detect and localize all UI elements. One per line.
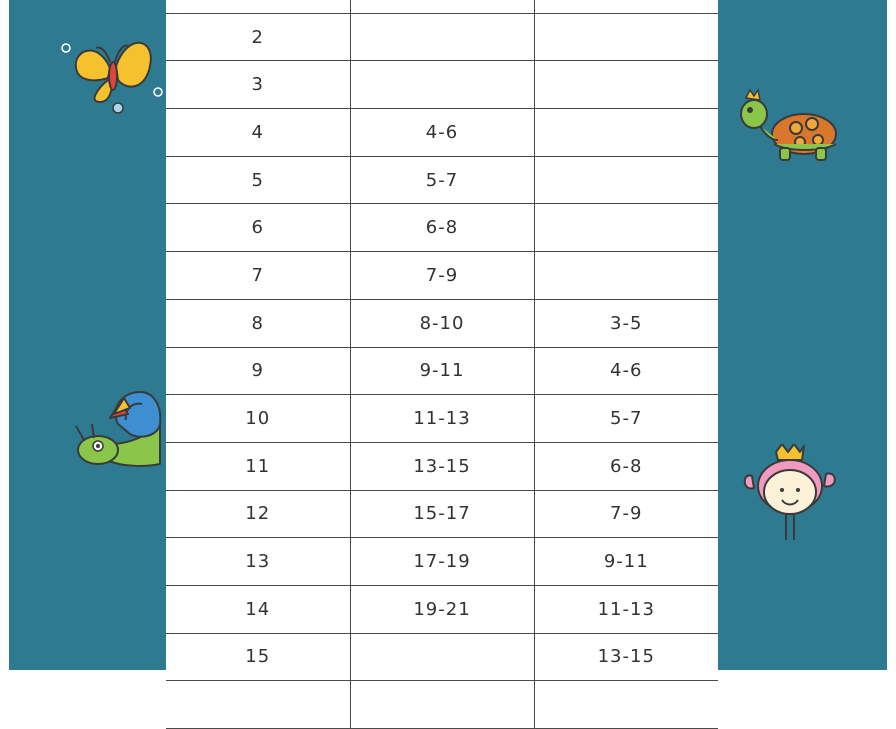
table-row	[166, 442, 718, 490]
table-cell: 15	[166, 633, 350, 681]
table-cell	[534, 61, 718, 109]
table-cell: 12	[166, 490, 350, 538]
table-row	[166, 681, 718, 729]
table-row	[166, 538, 718, 586]
table-row	[166, 109, 718, 157]
table-cell: 10	[166, 395, 350, 443]
table-cell	[534, 13, 718, 61]
table-cell	[166, 681, 350, 729]
turtle-icon	[738, 86, 842, 168]
table-cell: 7-9	[534, 490, 718, 538]
table-cell: 3	[166, 61, 350, 109]
table-cell: 7-9	[350, 252, 534, 300]
table-row	[166, 0, 718, 13]
table-cell: 6-8	[534, 442, 718, 490]
size-table-grid	[166, 0, 718, 729]
table-cell: 4-6	[350, 109, 534, 157]
table-row	[166, 156, 718, 204]
table-cell	[534, 109, 718, 157]
table-cell: 13	[166, 538, 350, 586]
table-cell: 4-6	[534, 347, 718, 395]
table-cell: 3-5	[534, 299, 718, 347]
table-row	[166, 13, 718, 61]
table-row	[166, 395, 718, 443]
table-cell: 13-15	[350, 442, 534, 490]
table-cell: 14	[166, 585, 350, 633]
table-cell: 11-13	[534, 585, 718, 633]
table-cell: 6-8	[350, 204, 534, 252]
table-cell: 8-10	[350, 299, 534, 347]
table-cell: 9	[166, 347, 350, 395]
table-cell: 6	[166, 204, 350, 252]
princess-icon	[738, 444, 842, 544]
table-cell	[534, 156, 718, 204]
table-cell: 5-7	[350, 156, 534, 204]
table-cell	[166, 0, 350, 13]
table-cell	[534, 204, 718, 252]
table-cell: 11-13	[350, 395, 534, 443]
table-row	[166, 585, 718, 633]
table-cell	[534, 0, 718, 13]
table-cell: 5-7	[534, 395, 718, 443]
table-cell: 17-19	[350, 538, 534, 586]
table-cell: 5	[166, 156, 350, 204]
table-row	[166, 252, 718, 300]
table-cell: 4	[166, 109, 350, 157]
table-cell: 15-17	[350, 490, 534, 538]
table-cell	[350, 61, 534, 109]
table-row	[166, 490, 718, 538]
table-row	[166, 61, 718, 109]
size-table	[166, 0, 718, 729]
table-cell: 8	[166, 299, 350, 347]
table-cell: 7	[166, 252, 350, 300]
table-cell: 11	[166, 442, 350, 490]
table-cell	[534, 252, 718, 300]
butterfly-icon	[58, 30, 168, 120]
table-cell	[350, 0, 534, 13]
table-row	[166, 633, 718, 681]
table-cell: 9-11	[534, 538, 718, 586]
table-cell	[350, 13, 534, 61]
table-cell: 2	[166, 13, 350, 61]
table-cell: 13-15	[534, 633, 718, 681]
table-row	[166, 299, 718, 347]
table-row	[166, 204, 718, 252]
table-cell	[350, 681, 534, 729]
table-cell	[350, 633, 534, 681]
snail-icon	[70, 384, 166, 476]
table-cell	[534, 681, 718, 729]
table-cell: 9-11	[350, 347, 534, 395]
table-row	[166, 347, 718, 395]
table-cell: 19-21	[350, 585, 534, 633]
